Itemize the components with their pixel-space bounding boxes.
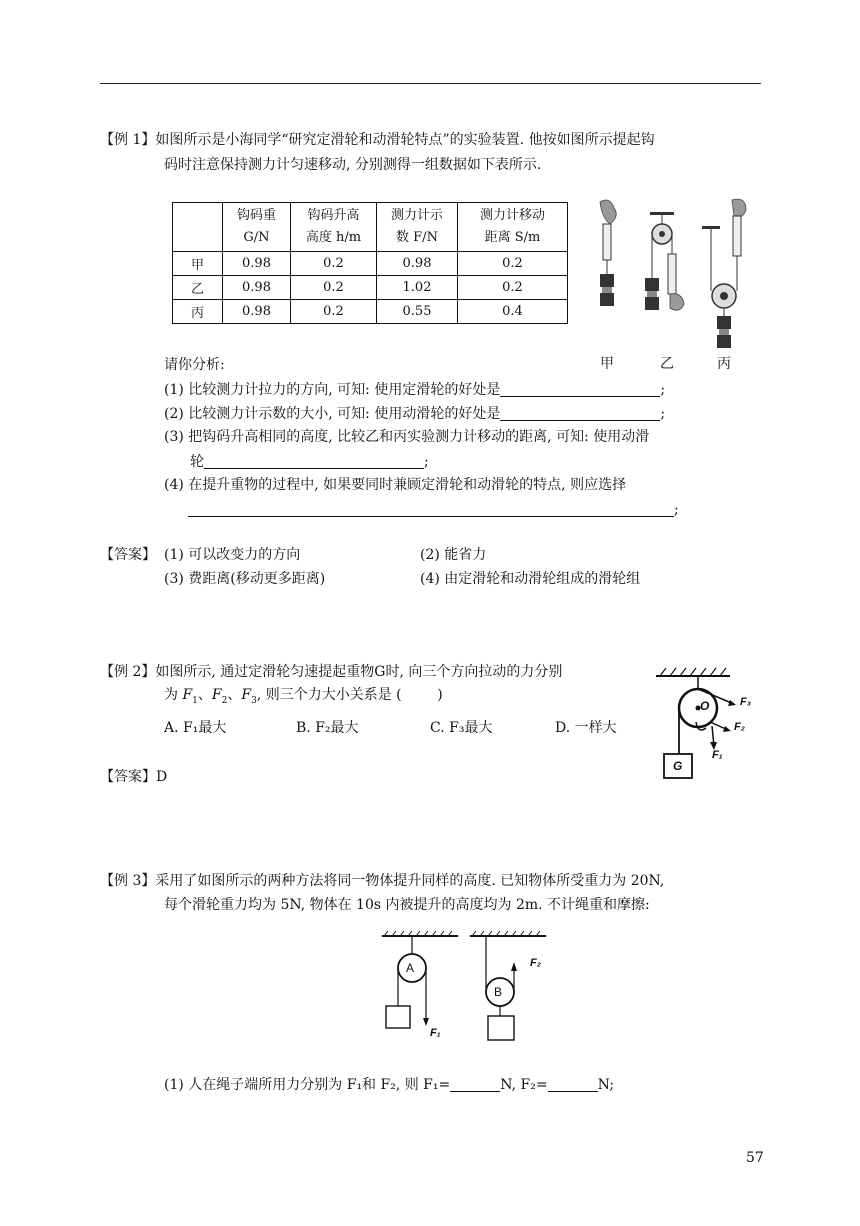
- example-2-line1: 如图所示, 通过定滑轮匀速提起重物G时, 向三个方向拉动的力分别: [155, 664, 563, 680]
- example-3-tag: 【例 3】: [100, 873, 156, 889]
- example-2-line2: 为 $F_1$、$F_2$、$F_3$, 则三个力大小关系是 ( ): [164, 687, 443, 706]
- answer-1-item: (2) 能省力: [420, 547, 487, 563]
- data-table: [172, 202, 568, 324]
- answer-1-item: (3) 费距离(移动更多距离): [164, 571, 326, 587]
- table-header-cell: 测力计移动 距离 S/m: [458, 203, 568, 252]
- table-row: 丙 0.98 0.2 0.55 0.4: [173, 300, 568, 324]
- label-pulley-b: B: [494, 985, 503, 999]
- example-3-line2: 每个滑轮重力均为 5N, 物体在 10s 内被提升的高度均为 2m. 不计绳重和摩擦:: [164, 897, 650, 913]
- question-2: (2) 比较测力计示数的大小, 可知: 使用动滑轮的好处是 ;: [164, 406, 666, 422]
- answer-blank[interactable]: [188, 502, 674, 517]
- page-number: 57: [746, 1150, 764, 1166]
- option-d[interactable]: D. 一样大: [555, 720, 617, 736]
- question-3-cont: 轮 ;: [190, 454, 429, 470]
- answer-blank[interactable]: [500, 406, 660, 421]
- pulley-experiment-figure: [592, 196, 762, 376]
- header-rule: [100, 83, 761, 84]
- label-o: O: [700, 699, 710, 713]
- answer-1-item: (4) 由定滑轮和动滑轮组成的滑轮组: [420, 571, 641, 587]
- example-3-question-1: (1) 人在绳子端所用力分别为 F₁和 F₂, 则 F₁= N, F₂= N;: [164, 1077, 615, 1093]
- answer-2: [100, 770, 167, 784]
- question-4-blank-line: ;: [188, 502, 679, 517]
- figure-label-jia: 甲: [600, 356, 614, 372]
- label-f3: F₃: [740, 696, 751, 708]
- label-f1: F₁: [430, 1027, 441, 1039]
- option-c[interactable]: C. F₃最大: [430, 720, 493, 736]
- option-b[interactable]: B. F₂最大: [296, 720, 359, 736]
- table-header-cell: 钩码重 G/N: [223, 203, 291, 252]
- label-f1: F₁: [712, 749, 723, 761]
- answer-2-value: D: [156, 769, 168, 785]
- example-3-line1: 采用了如图所示的两种方法将同一物体提升同样的高度. 已知物体所受重力为 20N,: [155, 873, 665, 889]
- label-f2: F₂: [734, 721, 745, 733]
- example-3-text: [100, 874, 664, 888]
- answer-blank[interactable]: [548, 1077, 598, 1092]
- question-3: (3) 把钩码升高相同的高度, 比较乙和丙实验测力计移动的距离, 可知: 使用动滑: [164, 429, 650, 445]
- question-4: (4) 在提升重物的过程中, 如果要同时兼顾定滑轮和动滑轮的特点, 则应选择: [164, 477, 627, 493]
- question-1: (1) 比较测力计拉力的方向, 可知: 使用定滑轮的好处是 ;: [164, 382, 666, 398]
- figure-label-bing: 丙: [717, 356, 731, 372]
- example-2-text: [100, 665, 562, 679]
- fixed-pulley-figure: [654, 664, 764, 784]
- analysis-prompt: 请你分析:: [164, 357, 225, 373]
- answer-blank[interactable]: [204, 454, 424, 469]
- example-1-line1: 如图所示是小海同学“研究定滑轮和动滑轮特点”的实验装置. 他按如图所示提起钩: [155, 132, 655, 148]
- label-pulley-a: A: [406, 961, 415, 975]
- table-header-cell: 钩码升高 高度 h/m: [291, 203, 377, 252]
- answer-1-item: (1) 可以改变力的方向: [164, 547, 301, 563]
- example-2-tag: 【例 2】: [100, 664, 156, 680]
- answer-2-tag: 【答案】: [100, 769, 156, 785]
- answer-blank[interactable]: [500, 382, 660, 397]
- two-pulley-figure: [380, 930, 560, 1050]
- answer-1-tag: 【答案】: [100, 547, 156, 563]
- example-1-text: [100, 133, 655, 147]
- answer-blank[interactable]: [450, 1077, 500, 1092]
- table-header-cell: [173, 203, 223, 252]
- table-row: 甲 0.98 0.2 0.98 0.2: [173, 252, 568, 276]
- label-g: G: [673, 759, 683, 773]
- example-1-tag: 【例 1】: [100, 132, 156, 148]
- table-header-row: [173, 203, 568, 252]
- example-1-line2: 码时注意保持测力计匀速移动, 分别测得一组数据如下表所示.: [164, 157, 542, 173]
- table-row: 乙 0.98 0.2 1.02 0.2: [173, 276, 568, 300]
- label-f2: F₂: [530, 957, 541, 969]
- table-header-cell: 测力计示 数 F/N: [377, 203, 458, 252]
- option-a[interactable]: A. F₁最大: [164, 720, 227, 736]
- figure-label-yi: 乙: [660, 356, 674, 372]
